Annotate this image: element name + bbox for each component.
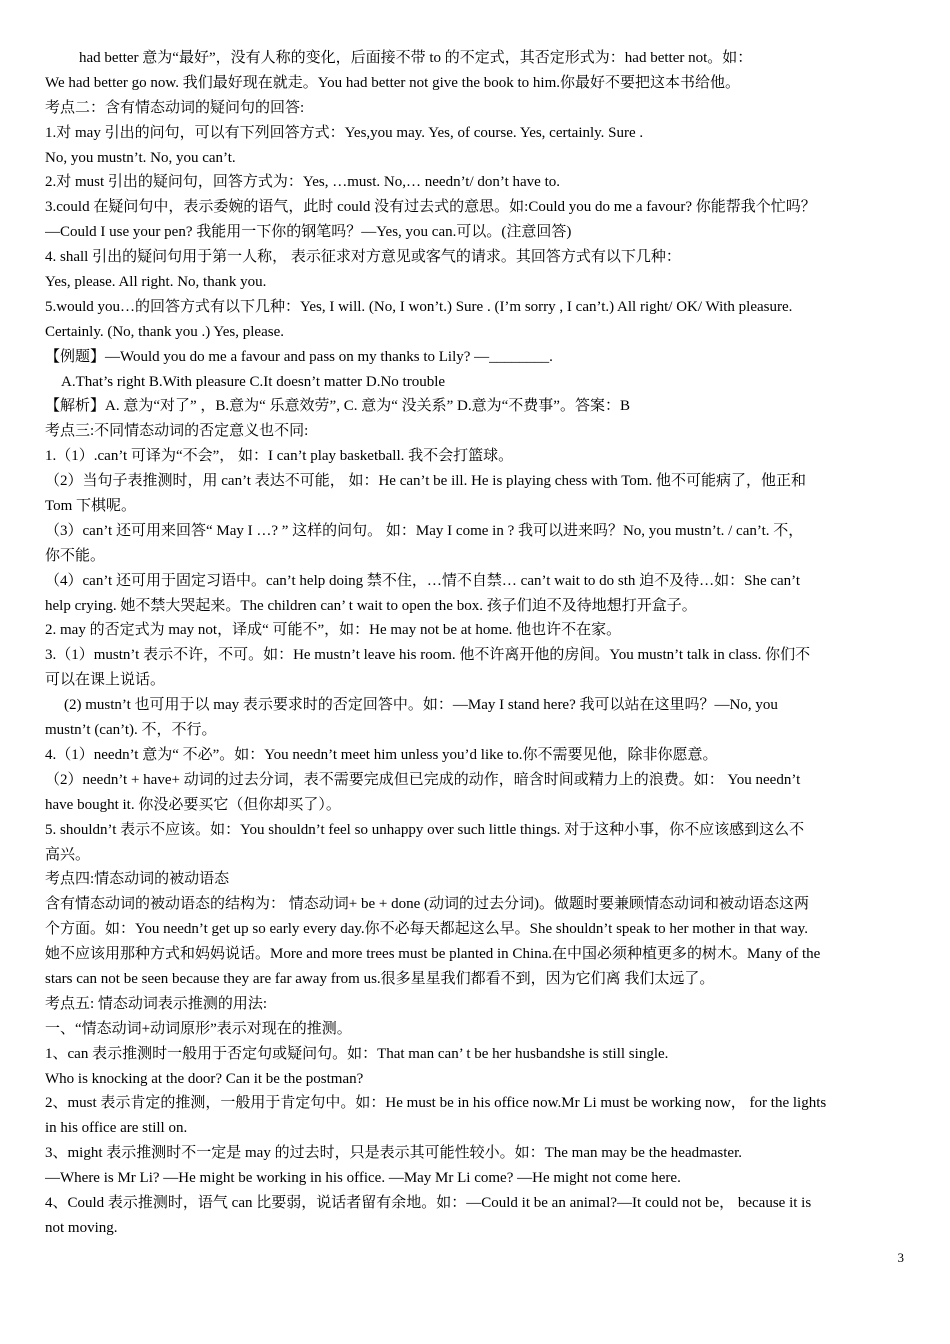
paragraph-line: （4）can’t 还可用于固定习语中。can’t help doing 禁不住，…情不自禁… can’t wait to do sth 迫不及待…如：She can’t <box>45 572 801 589</box>
paragraph-line: 5.would you…的回答方式有以下几种：Yes, I will. (No, I won’t.) Sure . (I’m sorry , I can’t.) All right/ OK/ With pleasure. <box>45 298 793 315</box>
paragraph-line: had better 意为“最好”，没有人称的变化，后面接不带 to 的不定式，其否定形式为：had better not。如： <box>79 50 753 66</box>
example-analysis: 【解析】A. 意为“对了” ，B.意为“ 乐意效劳”, C. 意为“ 没关系” D.意为“不费事”。答案：B <box>45 398 630 415</box>
paragraph-line: 5. shouldn’t 表示不应该。如：You shouldn’t feel so unhappy over such little things. 对于这种小事，你不应该感到这么不 <box>45 821 805 838</box>
paragraph-line: 3.could 在疑问句中，表示委婉的语气，此时 could 没有过去式的意思。如:Could you do me a favour? 你能帮我个忙吗？ <box>45 199 816 216</box>
section-heading: 考点五: 情态动词表示推测的用法: <box>45 995 268 1012</box>
paragraph-line: Tom 下棋呢。 <box>45 498 137 515</box>
paragraph-line: （3）can’t 还可用来回答“ May I …? ” 这样的问句。 如：May I come in ? 我可以进来吗？No, you mustn’t. / can’t. 不， <box>45 522 804 539</box>
paragraph-line: 4. shall 引出的疑问句用于第一人称， 表示征求对方意见或客气的请求。其回答方式有以下几种： <box>45 249 681 266</box>
paragraph-line: （2）当句子表推测时，用 can’t 表达不可能， 如：He can’t be ill. He is playing chess with Tom. 他不可能病了，他正和 <box>45 473 806 490</box>
paragraph-line: mustn’t (can’t). 不，不行。 <box>45 722 217 739</box>
paragraph-line: 2.对 must 引出的疑问句，回答方式为：Yes, …must. No,… needn’t/ don’t have to. <box>45 174 561 191</box>
example-question: 【例题】—Would you do me a favour and pass on my thanks to Lily? —________. <box>45 348 553 365</box>
paragraph-line: 2、must 表示肯定的推测，一般用于肯定句中。如：He must be in his office now.Mr Li must be working now， for the lights <box>45 1095 827 1112</box>
example-options: A.That’s right B.With pleasure C.It doesn’t matter D.No trouble <box>61 373 446 390</box>
page-number: 3 <box>897 1250 904 1265</box>
paragraph-line: stars can not be seen because they are far away from us.很多星星我们都看不到，因为它们离 我们太远了。 <box>45 970 715 987</box>
paragraph-line: help crying. 她不禁大哭起来。The children can’ t wait to open the box. 孩子们迫不及待地想打开盒子。 <box>45 597 697 614</box>
paragraph-line: Yes, please. All right. No, thank you. <box>45 274 267 291</box>
paragraph-line: have bought it. 你没必要买它（但你却买了）。 <box>45 796 341 813</box>
paragraph-line: 4、Could 表示推测时，语气 can 比要弱，说话者留有余地。如：—Could it be an animal?—It could not be， because it is <box>45 1194 812 1211</box>
paragraph-line: not moving. <box>45 1219 118 1236</box>
paragraph-line: 3.（1）mustn’t 表示不许，不可。如：He mustn’t leave his room. 他不许离开他的房间。You mustn’t talk in class. 你们不 <box>45 647 811 664</box>
subsection-heading: 一、“情态动词+动词原形”表示对现在的推测。 <box>45 1020 352 1037</box>
paragraph-line: 1.对 may 引出的问句，可以有下列回答方式：Yes,you may. Yes, of course. Yes, certainly. Sure . <box>45 124 644 141</box>
paragraph-line: Certainly. (No, thank you .) Yes, please. <box>45 323 284 340</box>
paragraph-line: 3、might 表示推测时不一定是 may 的过去时，只是表示其可能性较小。如：The man may be the headmaster. <box>45 1145 743 1162</box>
paragraph-line: 个方面。如：You needn’t get up so early every day.你不必每天都起这么早。She shouldn’t speak to her mother in that way. <box>45 921 808 938</box>
paragraph-line: （2）needn’t + have+ 动词的过去分词，表不需要完成但已完成的动作，暗含时间或精力上的浪费。如： You needn’t <box>45 771 801 788</box>
paragraph-line: 1.（1）.can’t 可译为“不会”， 如：I can’t play basketball. 我不会打篮球。 <box>45 448 514 465</box>
section-heading: 考点四:情态动词的被动语态 <box>45 871 230 888</box>
paragraph-line: 4.（1）needn’t 意为“ 不必”。如：You needn’t meet him unless you’d like to.你不需要见他，除非你愿意。 <box>45 746 718 763</box>
section-heading: 考点三:不同情态动词的否定意义也不同: <box>45 423 309 440</box>
paragraph-line: Who is knocking at the door? Can it be the postman? <box>45 1070 364 1087</box>
paragraph-line: No, you mustn’t. No, you can’t. <box>45 149 236 166</box>
paragraph-line: 含有情态动词的被动语态的结构为： 情态动词+ be + done (动词的过去分词)。做题时要兼顾情态动词和被动语态这两 <box>45 896 809 913</box>
paragraph-line: —Where is Mr Li? —He might be working in his office. —May Mr Li come? —He might not come here. <box>45 1170 681 1187</box>
section-heading: 考点二：含有情态动词的疑问句的回答: <box>45 99 305 116</box>
paragraph-line: (2) mustn’t 也可用于以 may 表示要求时的否定回答中。如：—May I stand here? 我可以站在这里吗？—No, you <box>64 697 778 714</box>
paragraph-line: 她不应该用那种方式和妈妈说话。More and more trees must be planted in China.在中国必须种植更多的树木。Many of the <box>45 946 821 963</box>
paragraph-line: in his office are still on. <box>45 1120 188 1137</box>
document-body <box>45 46 907 1241</box>
paragraph-line: We had better go now. 我们最好现在就走。You had better not give the book to him.你最好不要把这本书给他。 <box>45 74 740 91</box>
paragraph-line: 1、can 表示推测时一般用于否定句或疑问句。如：That man can’ t be her husbandshe is still single. <box>45 1045 669 1062</box>
paragraph-line: 你不能。 <box>45 547 106 564</box>
paragraph-line: —Could I use your pen? 我能用一下你的钢笔吗？—Yes, you can.可以。(注意回答) <box>45 224 572 241</box>
paragraph-line: 2. may 的否定式为 may not，译成“ 可能不”，如：He may not be at home. 他也许不在家。 <box>45 622 622 639</box>
paragraph-line: 高兴。 <box>45 846 91 863</box>
paragraph-line: 可以在课上说话。 <box>45 672 166 689</box>
